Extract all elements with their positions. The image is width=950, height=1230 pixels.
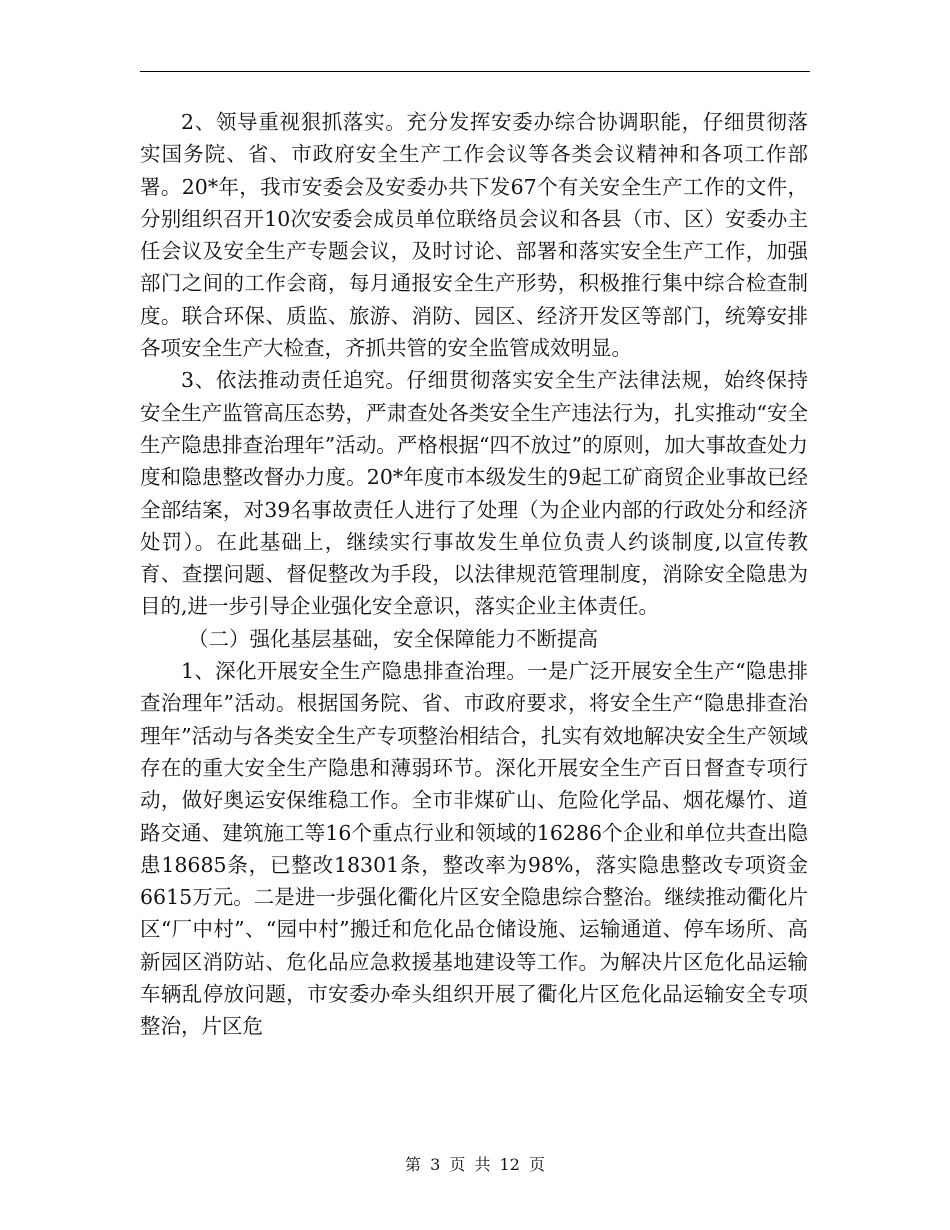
paragraph-accountability: 3、依法推动责任追究。仔细贯彻落实安全生产法律法规，始终保持安全生产监管高压态势，严肃查处各类安全生产违法行为，扎实推动“安全生产隐患排查治理年”活动。严格根据“四不放过”的原则，加大事故查处力度和隐患整改督办力度。20*年度市本级发生的9起工矿商贸企业事故已经全部结案，对39名事故责任人进行了处理（为企业内部的行政处分和经济处罚）。在此基础上，继续实行事故发生单位负责人约谈制度,以宣传教育、查摆问题、督促整改为手段，以法律规范管理制度，消除安全隐患为目的,进一步引导企业强化安全意识，落实企业主体责任。: [140, 368, 808, 619]
page-number-footer: 第 3 页 共 12 页: [405, 1155, 545, 1174]
section-heading: （二）强化基层基础，安全保障能力不断提高: [188, 626, 598, 651]
body-text: [140, 106, 808, 1043]
header-rule: [140, 71, 810, 72]
paragraph-hazard-inspection: 1、深化开展安全生产隐患排查治理。一是广泛开展安全生产“隐患排查治理年”活动。根据国务院、省、市政府要求，将安全生产“隐患排查治理年”活动与各类安全生产专项整治相结合，扎实有效地解决安全生产领域存在的重大安全生产隐患和薄弱环节。深化开展安全生产百日督查专项行动，做好奥运安保维稳工作。全市非煤矿山、危险化学品、烟花爆竹、道路交通、建筑施工等16个重点行业和领域的16286个企业和单位共查出隐患18685条，已整改18301条，整改率为98%，落实隐患整改专项资金6615万元。二是进一步强化衢化片区安全隐患综合整治。继续推动衢化片区“厂中村”、“园中村”搬迁和危化品仓储设施、运输通道、停车场所、高新园区消防站、危化品应急救援基地建设等工作。为解决片区危化品运输车辆乱停放问题，市安委办牵头组织开展了衢化片区危化品运输安全专项整治，片区危: [140, 659, 808, 1039]
paragraph-leadership: 2、领导重视狠抓落实。充分发挥安委办综合协调职能，仔细贯彻落实国务院、省、市政府安全生产工作会议等各类会议精神和各项工作部署。20*年，我市安委会及安委办共下发67个有关安全生产工作的文件，分别组织召开10次安委会成员单位联络员会议和各县（市、区）安委办主任会议及安全生产专题会议，及时讨论、部署和落实安全生产工作，加强部门之间的工作会商，每月通报安全生产形势，积极推行集中综合检查制度。联合环保、质监、旅游、消防、园区、经济开发区等部门，统筹安排各项安全生产大检查，齐抓共管的安全监管成效明显。: [140, 110, 808, 361]
